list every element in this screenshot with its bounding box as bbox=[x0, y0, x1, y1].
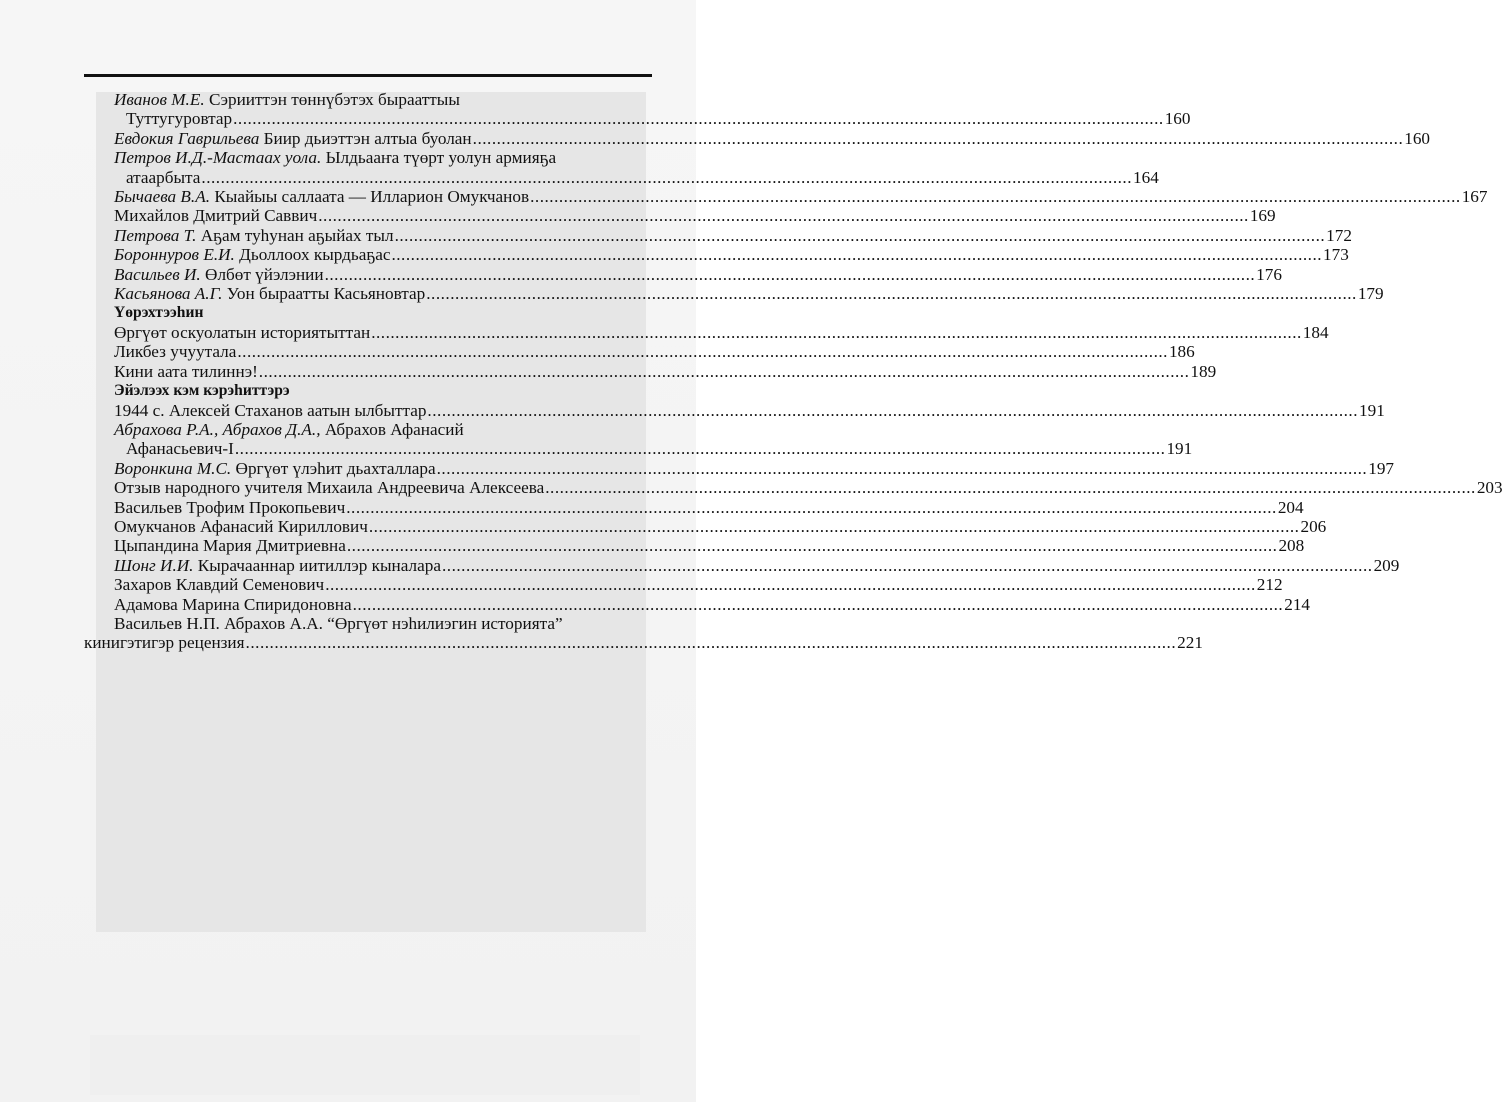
bleed-through-area bbox=[90, 1035, 640, 1095]
toc-entry-text bbox=[84, 226, 394, 245]
toc-entry-text bbox=[84, 556, 441, 575]
toc-leader-dots bbox=[318, 206, 1249, 225]
toc-entry bbox=[84, 439, 1193, 459]
toc-entry-text bbox=[84, 265, 324, 284]
toc-entry bbox=[84, 361, 1217, 381]
toc-author: Бороннуров Е.И. bbox=[114, 245, 235, 265]
toc-entry-text bbox=[84, 342, 236, 361]
toc-leader-dots bbox=[426, 284, 1357, 303]
toc-entry bbox=[84, 187, 1488, 207]
toc-author: Шонг И.И. bbox=[114, 555, 194, 575]
toc-entry-text bbox=[84, 187, 529, 206]
toc-leader-dots bbox=[201, 168, 1132, 187]
toc-title: Сэрииттэн төннүбэтэх бырааттыы bbox=[208, 90, 460, 109]
toc-entry bbox=[84, 458, 1394, 478]
toc-leader-dots bbox=[442, 556, 1373, 575]
toc-entry bbox=[84, 206, 1276, 226]
toc-page-number: 160 bbox=[1404, 128, 1431, 148]
toc-entry bbox=[84, 536, 1305, 556]
toc-title: Омукчанов Афанасий Кириллович bbox=[114, 516, 368, 536]
toc-entry-text bbox=[84, 459, 436, 478]
toc-entry-text bbox=[84, 362, 258, 381]
toc-leader-dots bbox=[353, 595, 1284, 614]
toc-page-number: 167 bbox=[1461, 187, 1488, 207]
toc-page-number: 206 bbox=[1300, 516, 1327, 536]
table-of-contents bbox=[84, 90, 1503, 653]
toc-entry-text bbox=[84, 90, 460, 109]
toc-leader-dots bbox=[530, 187, 1461, 206]
toc-leader-dots bbox=[473, 129, 1404, 148]
toc-title: Уон быраатты Касьяновтар bbox=[226, 284, 426, 304]
toc-title: Туттугуровтар bbox=[126, 109, 233, 129]
section-heading: Үөрэхтээһин bbox=[114, 304, 204, 322]
toc-author: Бычаева В.А. bbox=[114, 187, 211, 207]
toc-title: Михайлов Дмитрий Саввич bbox=[114, 206, 318, 226]
toc-leader-dots bbox=[369, 517, 1300, 536]
toc-title: Өргүөт үлэһит дьахталлара bbox=[235, 458, 436, 478]
toc-entry-text bbox=[84, 129, 472, 148]
toc-entry bbox=[84, 225, 1352, 245]
toc-leader-dots bbox=[246, 633, 1177, 652]
toc-title: Васильев Н.П. Абрахов А.А. “Өргүөт нэһилиэгин историята” bbox=[114, 613, 563, 633]
toc-author: Касьянова А.Г. bbox=[114, 284, 223, 304]
toc-entry bbox=[84, 128, 1431, 148]
toc-page-number: 179 bbox=[1357, 284, 1384, 304]
toc-entry-text bbox=[84, 517, 368, 536]
toc-entry bbox=[84, 167, 1159, 187]
section-heading: Эйэлээх кэм кэрэһиттэрэ bbox=[114, 382, 290, 400]
toc-title: Аҕам туһунан аҕыйах тыл bbox=[200, 225, 394, 245]
toc-page-number: 197 bbox=[1368, 458, 1394, 478]
toc-leader-dots bbox=[346, 498, 1277, 517]
toc-title: Дьоллоох кырдьаҕас bbox=[239, 245, 391, 265]
toc-entry bbox=[84, 497, 1304, 517]
toc-title: Абрахов Афанасий bbox=[324, 419, 464, 439]
toc-entry bbox=[84, 400, 1385, 420]
toc-author: Васильев И. bbox=[114, 264, 201, 284]
toc-entry-text bbox=[84, 109, 232, 128]
toc-page-number: 204 bbox=[1277, 497, 1304, 517]
toc-leader-dots bbox=[325, 265, 1256, 284]
toc-entry bbox=[84, 322, 1329, 342]
toc-entry bbox=[84, 555, 1400, 575]
toc-title: 1944 с. Алексей Стаханов аатын ылбыттар bbox=[114, 400, 427, 420]
toc-page-number: 212 bbox=[1256, 575, 1283, 595]
toc-page-number: 191 bbox=[1166, 439, 1193, 459]
toc-title: атаарбыта bbox=[126, 167, 201, 187]
toc-page-number: 160 bbox=[1164, 109, 1191, 129]
toc-leader-dots bbox=[237, 342, 1168, 361]
toc-entry bbox=[84, 245, 1349, 265]
toc-entry-text bbox=[84, 323, 370, 342]
toc-entry bbox=[84, 109, 1191, 129]
toc-entry bbox=[84, 594, 1310, 614]
toc-leader-dots bbox=[427, 401, 1358, 420]
toc-leader-dots bbox=[233, 109, 1164, 128]
toc-entry bbox=[84, 90, 620, 109]
toc-entry-text bbox=[84, 498, 345, 517]
toc-entry-text bbox=[84, 614, 563, 633]
toc-leader-dots bbox=[545, 478, 1476, 497]
toc-author: Абрахова Р.А., Абрахов Д.А., bbox=[114, 419, 321, 439]
toc-title: Өргүөт оскуолатын историятыттан bbox=[114, 322, 371, 342]
toc-entry-text bbox=[84, 420, 464, 439]
toc-page-number: 189 bbox=[1190, 361, 1217, 381]
toc-entry-text bbox=[84, 595, 352, 614]
toc-entry bbox=[84, 420, 620, 439]
toc-page-number: 214 bbox=[1284, 594, 1310, 614]
toc-title: Кыайыы саллаата — Илларион Омукчанов bbox=[214, 187, 530, 207]
header-rule bbox=[84, 74, 652, 77]
toc-entry bbox=[84, 478, 1503, 498]
toc-title: Захаров Клавдий Семенович bbox=[114, 575, 325, 595]
toc-entry-text bbox=[84, 245, 390, 264]
toc-title: Биир дьиэттэн алтыа буолан bbox=[263, 128, 472, 148]
toc-author: Иванов М.Е. bbox=[114, 90, 205, 109]
toc-entry bbox=[84, 516, 1327, 536]
toc-title: Ылдьааҥа түөрт уолун армияҕа bbox=[325, 148, 557, 168]
toc-entry bbox=[84, 148, 620, 167]
toc-author: Петров И.Д.-Мастаах уола. bbox=[114, 148, 322, 168]
toc-entry-text bbox=[84, 401, 426, 420]
toc-page-number: 209 bbox=[1373, 555, 1400, 575]
toc-page-number: 176 bbox=[1256, 264, 1282, 284]
toc-title: Отзыв народного учителя Михаила Андреевича Алексеева bbox=[114, 478, 545, 498]
toc-entry bbox=[84, 264, 1282, 284]
toc-entry-text bbox=[84, 148, 556, 167]
toc-leader-dots bbox=[371, 323, 1302, 342]
toc-entry-text bbox=[84, 575, 324, 594]
toc-leader-dots bbox=[259, 362, 1190, 381]
toc-page-number: 186 bbox=[1168, 342, 1195, 362]
toc-page-number: 203 bbox=[1476, 478, 1503, 498]
toc-page-number: 191 bbox=[1359, 400, 1385, 420]
toc-entry bbox=[84, 633, 1203, 653]
toc-title: кинигэтигэр рецензия bbox=[84, 633, 245, 653]
toc-title: Цыпандина Мария Дмитриевна bbox=[114, 536, 346, 556]
toc-title: Кини аата тилиннэ! bbox=[114, 361, 258, 381]
toc-leader-dots bbox=[347, 536, 1278, 555]
toc-title: Афанасьевич-I bbox=[126, 439, 234, 459]
toc-page-number: 208 bbox=[1278, 536, 1305, 556]
toc-leader-dots bbox=[235, 439, 1166, 458]
toc-page-number: 169 bbox=[1249, 206, 1276, 226]
toc-entry-text bbox=[84, 633, 245, 652]
toc-page-number: 164 bbox=[1133, 167, 1159, 187]
toc-entry bbox=[84, 284, 1384, 304]
toc-author: Евдокия Гаврильева bbox=[114, 128, 260, 148]
toc-leader-dots bbox=[391, 245, 1322, 264]
toc-entry bbox=[84, 575, 1283, 595]
toc-title: Ликбез учуутала bbox=[114, 342, 237, 362]
toc-page-number: 221 bbox=[1177, 633, 1203, 653]
toc-title: Адамова Марина Спиридоновна bbox=[114, 594, 352, 614]
toc-leader-dots bbox=[325, 575, 1256, 594]
toc-title: Васильев Трофим Прокопьевич bbox=[114, 497, 346, 517]
toc-entry-text bbox=[84, 439, 234, 458]
toc-entry bbox=[84, 614, 620, 633]
toc-entry-text bbox=[84, 168, 200, 187]
toc-entry-text bbox=[84, 478, 544, 497]
toc-leader-dots bbox=[437, 459, 1368, 478]
toc-entry-text bbox=[84, 206, 317, 225]
toc-author: Петрова Т. bbox=[114, 225, 197, 245]
toc-entry-text bbox=[84, 284, 425, 303]
toc-page-number: 184 bbox=[1302, 322, 1329, 342]
toc-title: Өлбөт үйэлэнии bbox=[205, 264, 324, 284]
toc-entry bbox=[84, 342, 1195, 362]
toc-author: Воронкина М.С. bbox=[114, 458, 232, 478]
toc-page-number: 173 bbox=[1323, 245, 1349, 265]
toc-leader-dots bbox=[395, 226, 1326, 245]
toc-title: Кырачааннар иитиллэр кыналара bbox=[197, 555, 441, 575]
toc-entry-text bbox=[84, 536, 346, 555]
toc-page-number: 172 bbox=[1326, 225, 1352, 245]
